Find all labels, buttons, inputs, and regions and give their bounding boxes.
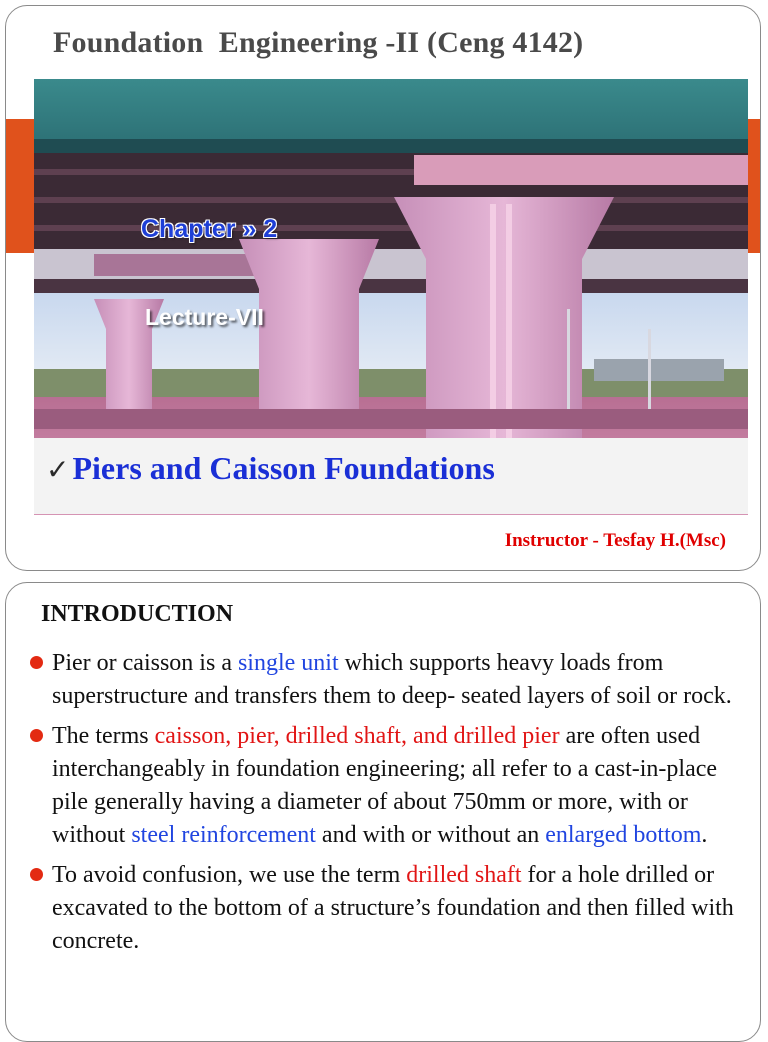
bullet-highlight: single unit <box>237 650 339 676</box>
bullet-text: are often used interchangeably in foundation engineering; all refer to a cast-in-place pile generally having a diameter of about 750mm or more, with or without <box>52 723 718 848</box>
bullet-highlight: steel reinforcement <box>131 822 316 848</box>
bullet-text: The terms <box>52 723 155 749</box>
bullet-text: which supports heavy loads from superstructure and transfers them to deep- seated layers of soil or rock. <box>52 650 732 709</box>
bullet-highlight: enlarged bottom <box>545 822 702 848</box>
bullet-item <box>26 859 746 958</box>
bullet-item <box>26 720 746 852</box>
introduction-slide <box>5 582 761 1042</box>
bullet-text: Pier or caisson is a <box>52 650 238 676</box>
bullet-text: and with or without an <box>315 822 546 848</box>
bullet-list <box>26 647 746 965</box>
bullet-text: To avoid confusion, we use the term <box>52 862 407 888</box>
course-title: Foundation Engineering -II (Ceng 4142) <box>53 26 584 59</box>
checkmark-icon: ✓ <box>46 455 70 486</box>
lecture-label: Lecture-VII <box>145 304 264 330</box>
instructor-credit: Instructor - Tesfay H.(Msc) <box>504 530 726 551</box>
slide-subtitle <box>46 450 495 487</box>
subtitle-text: Piers and Caisson Foundations <box>72 450 495 486</box>
chapter-label: Chapter » 2 <box>141 215 278 243</box>
bullet-text: for a hole drilled or excavated to the bottom of a structure’s foundation and then filled with concrete. <box>52 862 734 954</box>
title-slide <box>5 5 761 571</box>
bullet-text: . <box>701 822 708 848</box>
intro-heading: INTRODUCTION <box>41 601 234 627</box>
bullet-highlight: drilled shaft <box>406 862 522 888</box>
accent-bar-left <box>6 119 36 253</box>
bullet-highlight: caisson, pier, drilled shaft, and drilled pier <box>154 723 560 749</box>
bullet-item <box>26 647 746 713</box>
